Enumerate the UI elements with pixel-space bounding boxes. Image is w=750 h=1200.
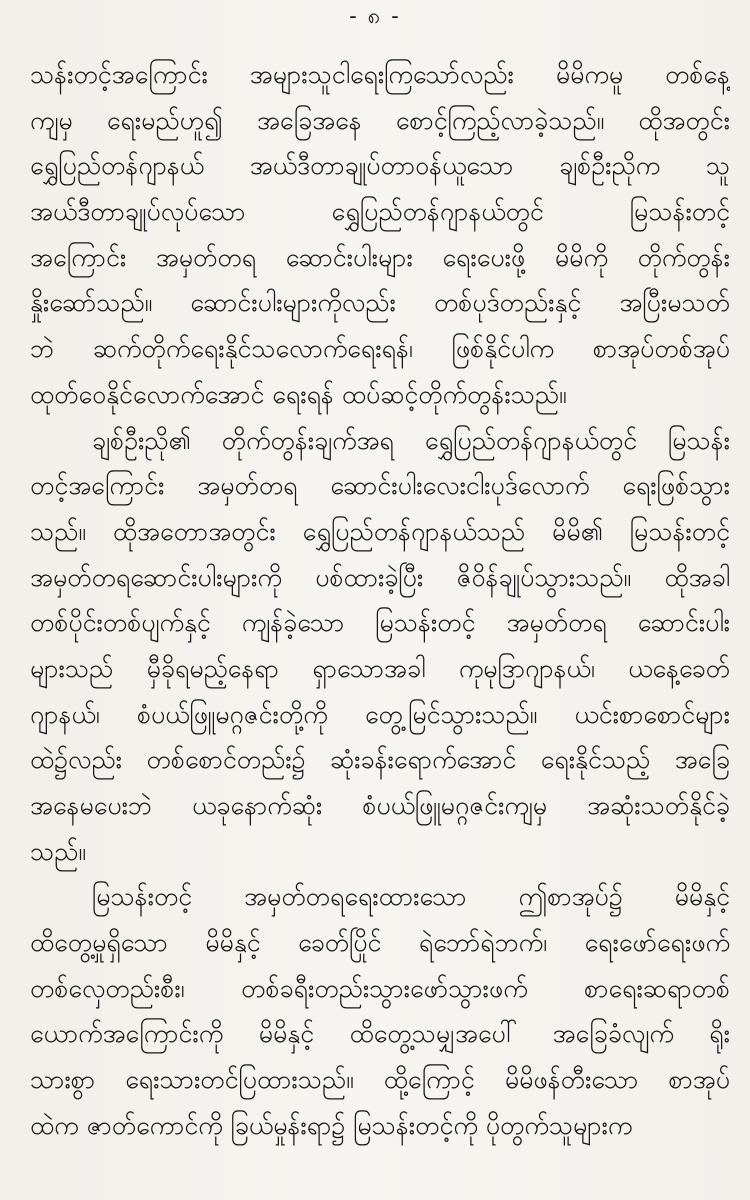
text-line: ချစ်ဦးညို၏ တိုက်တွန်းချက်အရ ရွှေပြည်တန်ဂျာနယ်တွင် မြသန်း (92, 425, 730, 455)
text-line: သန်းတင့်အကြောင်း အများသူငါရေးကြသော်လည်း မိမိကမူ တစ်နေ့ (30, 60, 730, 89)
text-line: နှိုးဆော်သည်။ ဆောင်းပါးများကိုလည်း တစ်ပုဒ်တည်းနှင့် အပြီးမသတ် (30, 288, 730, 318)
text-line: သည်။ ထိုအတောအတွင်း ရွှေပြည်တန်ဂျာနယ်သည် မိမိ၏ မြသန်းတင့် (30, 516, 730, 546)
text-line: တစ်လှေတည်းစီး၊ တစ်ခရီးတည်းသွားဖော်သွားဖက် စာရေးဆရာတစ် (30, 973, 730, 1003)
paragraph (30, 874, 730, 1148)
text-line: ဂျာနယ်၊ စံပယ်ဖြူမဂ္ဂဇင်းတို့ကို တွေ့မြင်သွားသည်။ ယင်းစာစောင်များ (30, 699, 730, 729)
text-line: ထိတွေ့မှုရှိသော မိမိနှင့် ခေတ်ပြိုင် ရဲဘော်ရဲဘက်၊ ရေးဖော်ရေးဖက် (30, 928, 730, 958)
text-line: သည်။ (30, 836, 86, 866)
text-line: အယ်ဒီတာချုပ်လုပ်သော ရွှေပြည်တန်ဂျာနယ်တွင် မြသန်းတင့် (30, 197, 730, 227)
text-line: သားစွာ ရေးသားတင်ပြထားသည်။ ထို့ကြောင့် မိမိဖန်တီးသော စာအုပ် (30, 1065, 730, 1095)
text-line: တစ်ပိုင်းတစ်ပျက်နှင့် ကျန်ခဲ့သော မြသန်းတင့် အမှတ်တရ ဆောင်းပါး (30, 608, 730, 638)
text-line: အမှတ်တရဆောင်းပါးများကို ပစ်ထားခဲ့ပြီး ဇိဝိန်ချုပ်သွားသည်။ ထိုအခါ (30, 562, 730, 592)
text-line: ရွှေပြည်တန်ဂျာနယ် အယ်ဒီတာချုပ်တာဝန်ယူသော ချစ်ဦးညိုက သူ (30, 151, 730, 181)
text-line: အနေမပေးဘဲ ယခုနောက်ဆုံး စံပယ်ဖြူမဂ္ဂဇင်းကျမှ အဆုံးသတ်နိုင်ခဲ့ (30, 791, 730, 820)
text-line: တင့်အကြောင်း အမှတ်တရ ဆောင်းပါးလေးငါးပုဒ်လောက် ရေးဖြစ်သွား (30, 471, 730, 501)
text-line: ထုတ်ဝေနိုင်လောက်အောင် ရေးရန် ထပ်ဆင့်တိုက်တွန်းသည်။ (30, 379, 567, 409)
text-line: အကြောင်း အမှတ်တရ ဆောင်းပါးများ ရေးပေးဖို့ မိမိကို တိုက်တွန်း (30, 242, 730, 272)
text-line: ထဲက ဇာတ်ကောင်ကို ခြယ်မှုန်းရာ၌ မြသန်းတင့်ကို ပိုတွက်သူများက (30, 1110, 633, 1140)
text-line: ထဲ၌လည်း တစ်စောင်တည်း၌ ဆုံးခန်းရောက်အောင် ရေးနိုင်သည့် အခြေ (30, 745, 730, 775)
text-line: များသည် မှီခိုရမည့်နေရာ ရှာသောအခါ ကုမုဒြာဂျာနယ်၊ ယနေ့ခေတ် (30, 653, 730, 683)
body-text (30, 52, 730, 1149)
page-number: - ၈ - (349, 4, 401, 29)
text-line: မြသန်းတင့် အမှတ်တရရေးထားသော ဤစာအုပ်၌ မိမိနှင့် (92, 882, 730, 912)
text-line: ယောက်အကြောင်းကို မိမိနှင့် ထိတွေ့သမျှအပေါ် အခြေခံလျက် ရိုး (30, 1019, 730, 1049)
paragraph (30, 52, 730, 418)
text-line: ကျမှ ရေးမည်ဟူ၍ အခြေအနေ စောင့်ကြည့်လာခဲ့သည်။ ထိုအတွင်း (30, 105, 730, 135)
paragraph (30, 418, 730, 875)
text-line: ဘဲ ဆက်တိုက်ရေးနိုင်သလောက်ရေးရန်၊ ဖြစ်နိုင်ပါက စာအုပ်တစ်အုပ် (30, 334, 730, 364)
